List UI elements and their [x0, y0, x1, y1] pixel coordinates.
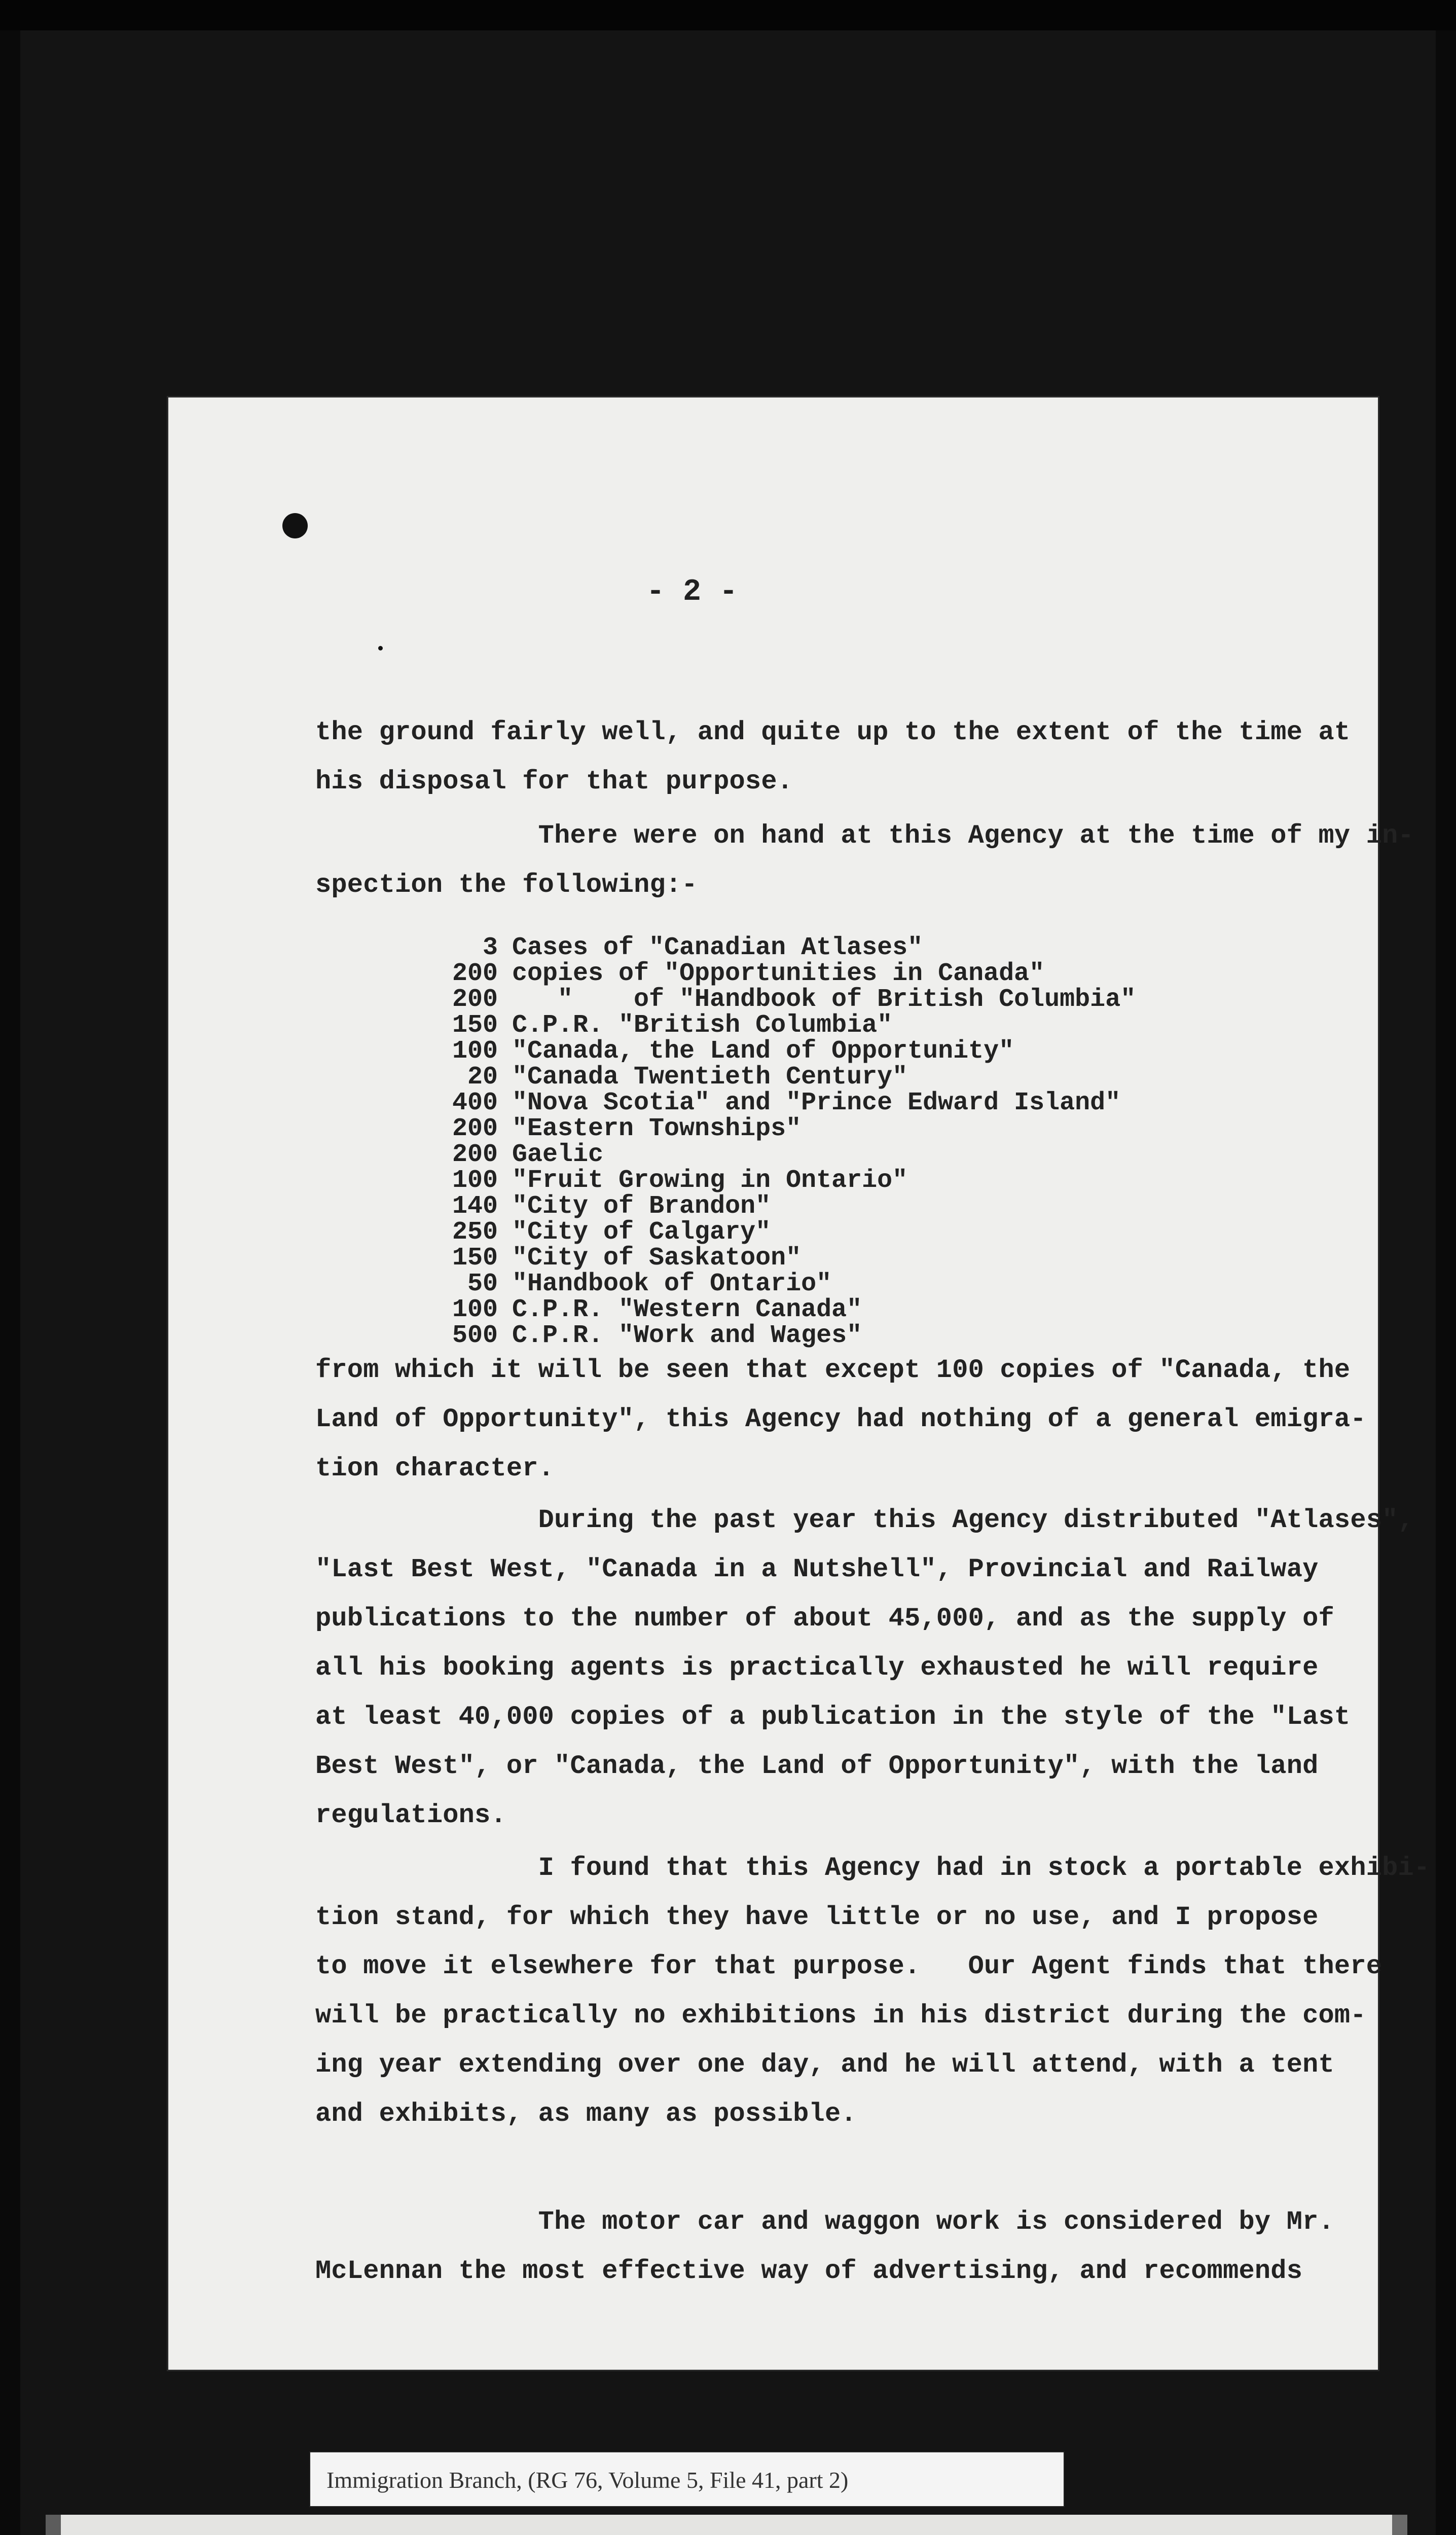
- item-title: "Fruit Growing in Ontario": [512, 1166, 908, 1195]
- list-item: [417, 1142, 1136, 1168]
- list-item: [417, 1297, 1136, 1323]
- item-quantity: 100: [452, 1037, 498, 1066]
- item-quantity: 150: [452, 1011, 498, 1040]
- item-title: C.P.R. "Western Canada": [512, 1295, 862, 1324]
- item-quantity: 500: [452, 1321, 498, 1350]
- inventory-list: [417, 935, 1136, 1349]
- paragraph-exhibition-stand: I found that this Agency had in stock a portable exhibi- tion stand, for which they have little or no use, and I propose to move it elsewhere for that purpose. Our Agent finds that there will be practically no exhibitions in his district during the com- ing year extending over one day, and he will attend, with a tent and exhibits, as many as possible.: [315, 1853, 1430, 2129]
- archive-label: [46, 2515, 1407, 2535]
- list-item: [417, 935, 1136, 961]
- film-frame-left: [0, 30, 20, 2535]
- item-quantity: 200: [452, 1114, 498, 1143]
- film-frame-right: [1436, 30, 1456, 2535]
- list-item: [417, 1271, 1136, 1297]
- list-item: [417, 1323, 1136, 1349]
- item-quantity: 400: [452, 1089, 498, 1117]
- item-quantity: 100: [452, 1166, 498, 1195]
- item-quantity: 200: [452, 1140, 498, 1169]
- item-title: C.P.R. "British Columbia": [512, 1011, 893, 1040]
- item-quantity: 3: [482, 933, 498, 962]
- item-title: "Handbook of Ontario": [512, 1270, 832, 1298]
- list-item: [417, 1090, 1136, 1116]
- list-item: [417, 1245, 1136, 1271]
- document-page: [168, 397, 1430, 2370]
- list-item: [417, 1012, 1136, 1038]
- ink-speck: [378, 646, 383, 650]
- page-number: - 2 -: [646, 575, 738, 609]
- paragraph-summary: from which it will be seen that except 100 copies of "Canada, the Land of Opportunity", this Agency had nothing of a general emigra- tion character.: [315, 1355, 1366, 1483]
- item-quantity: 250: [452, 1218, 498, 1247]
- ink-blot: [282, 513, 308, 538]
- paragraph-opening: the ground fairly well, and quite up to the extent of the time at his disposal for that purpose.: [315, 717, 1351, 796]
- item-title: " of "Handbook of British Columbia": [512, 985, 1136, 1014]
- list-item: [417, 1038, 1136, 1064]
- list-item: [417, 987, 1136, 1012]
- item-title: "Nova Scotia" and "Prince Edward Island": [512, 1089, 1121, 1117]
- list-item: [417, 1116, 1136, 1142]
- list-item: [417, 1193, 1136, 1219]
- list-item: [417, 1168, 1136, 1193]
- paragraph-distribution: During the past year this Agency distributed "Atlases", "Last Best West, "Canada in a Nutshell", Provincial and Railway publications to the number of about 45,000, and as the supply of all his booking agents is practically exhausted he will require at least 40,000 copies of a publication in the style of the "Last Best West", or "Canada, the Land of Opportunity", with the land regulations.: [315, 1505, 1414, 1830]
- list-item: [417, 1064, 1136, 1090]
- item-title: Cases of "Canadian Atlases": [512, 933, 923, 962]
- film-frame-top: [0, 0, 1456, 30]
- item-quantity: 140: [452, 1192, 498, 1221]
- item-title: Gaelic: [512, 1140, 604, 1169]
- item-quantity: 100: [452, 1295, 498, 1324]
- item-title: "City of Calgary": [512, 1218, 771, 1247]
- item-title: "City of Brandon": [512, 1192, 771, 1221]
- item-quantity: 20: [467, 1063, 498, 1092]
- paragraph-motor-car: The motor car and waggon work is considered by Mr. McLennan the most effective way of advertising, and recommends: [315, 2207, 1334, 2286]
- archive-reference-caption: Immigration Branch, (RG 76, Volume 5, File 41, part 2): [309, 2451, 1065, 2507]
- item-title: "Canada, the Land of Opportunity": [512, 1037, 1014, 1066]
- paragraph-inventory-intro: There were on hand at this Agency at the time of my in- spection the following:-: [315, 821, 1414, 900]
- item-quantity: 150: [452, 1244, 498, 1273]
- item-title: "Eastern Townships": [512, 1114, 802, 1143]
- list-item: [417, 1219, 1136, 1245]
- list-item: [417, 961, 1136, 987]
- item-quantity: 200: [452, 959, 498, 988]
- item-quantity: 50: [467, 1270, 498, 1298]
- item-title: "Canada Twentieth Century": [512, 1063, 908, 1092]
- item-title: C.P.R. "Work and Wages": [512, 1321, 862, 1350]
- item-title: copies of "Opportunities in Canada": [512, 959, 1045, 988]
- item-quantity: 200: [452, 985, 498, 1014]
- item-title: "City of Saskatoon": [512, 1244, 802, 1273]
